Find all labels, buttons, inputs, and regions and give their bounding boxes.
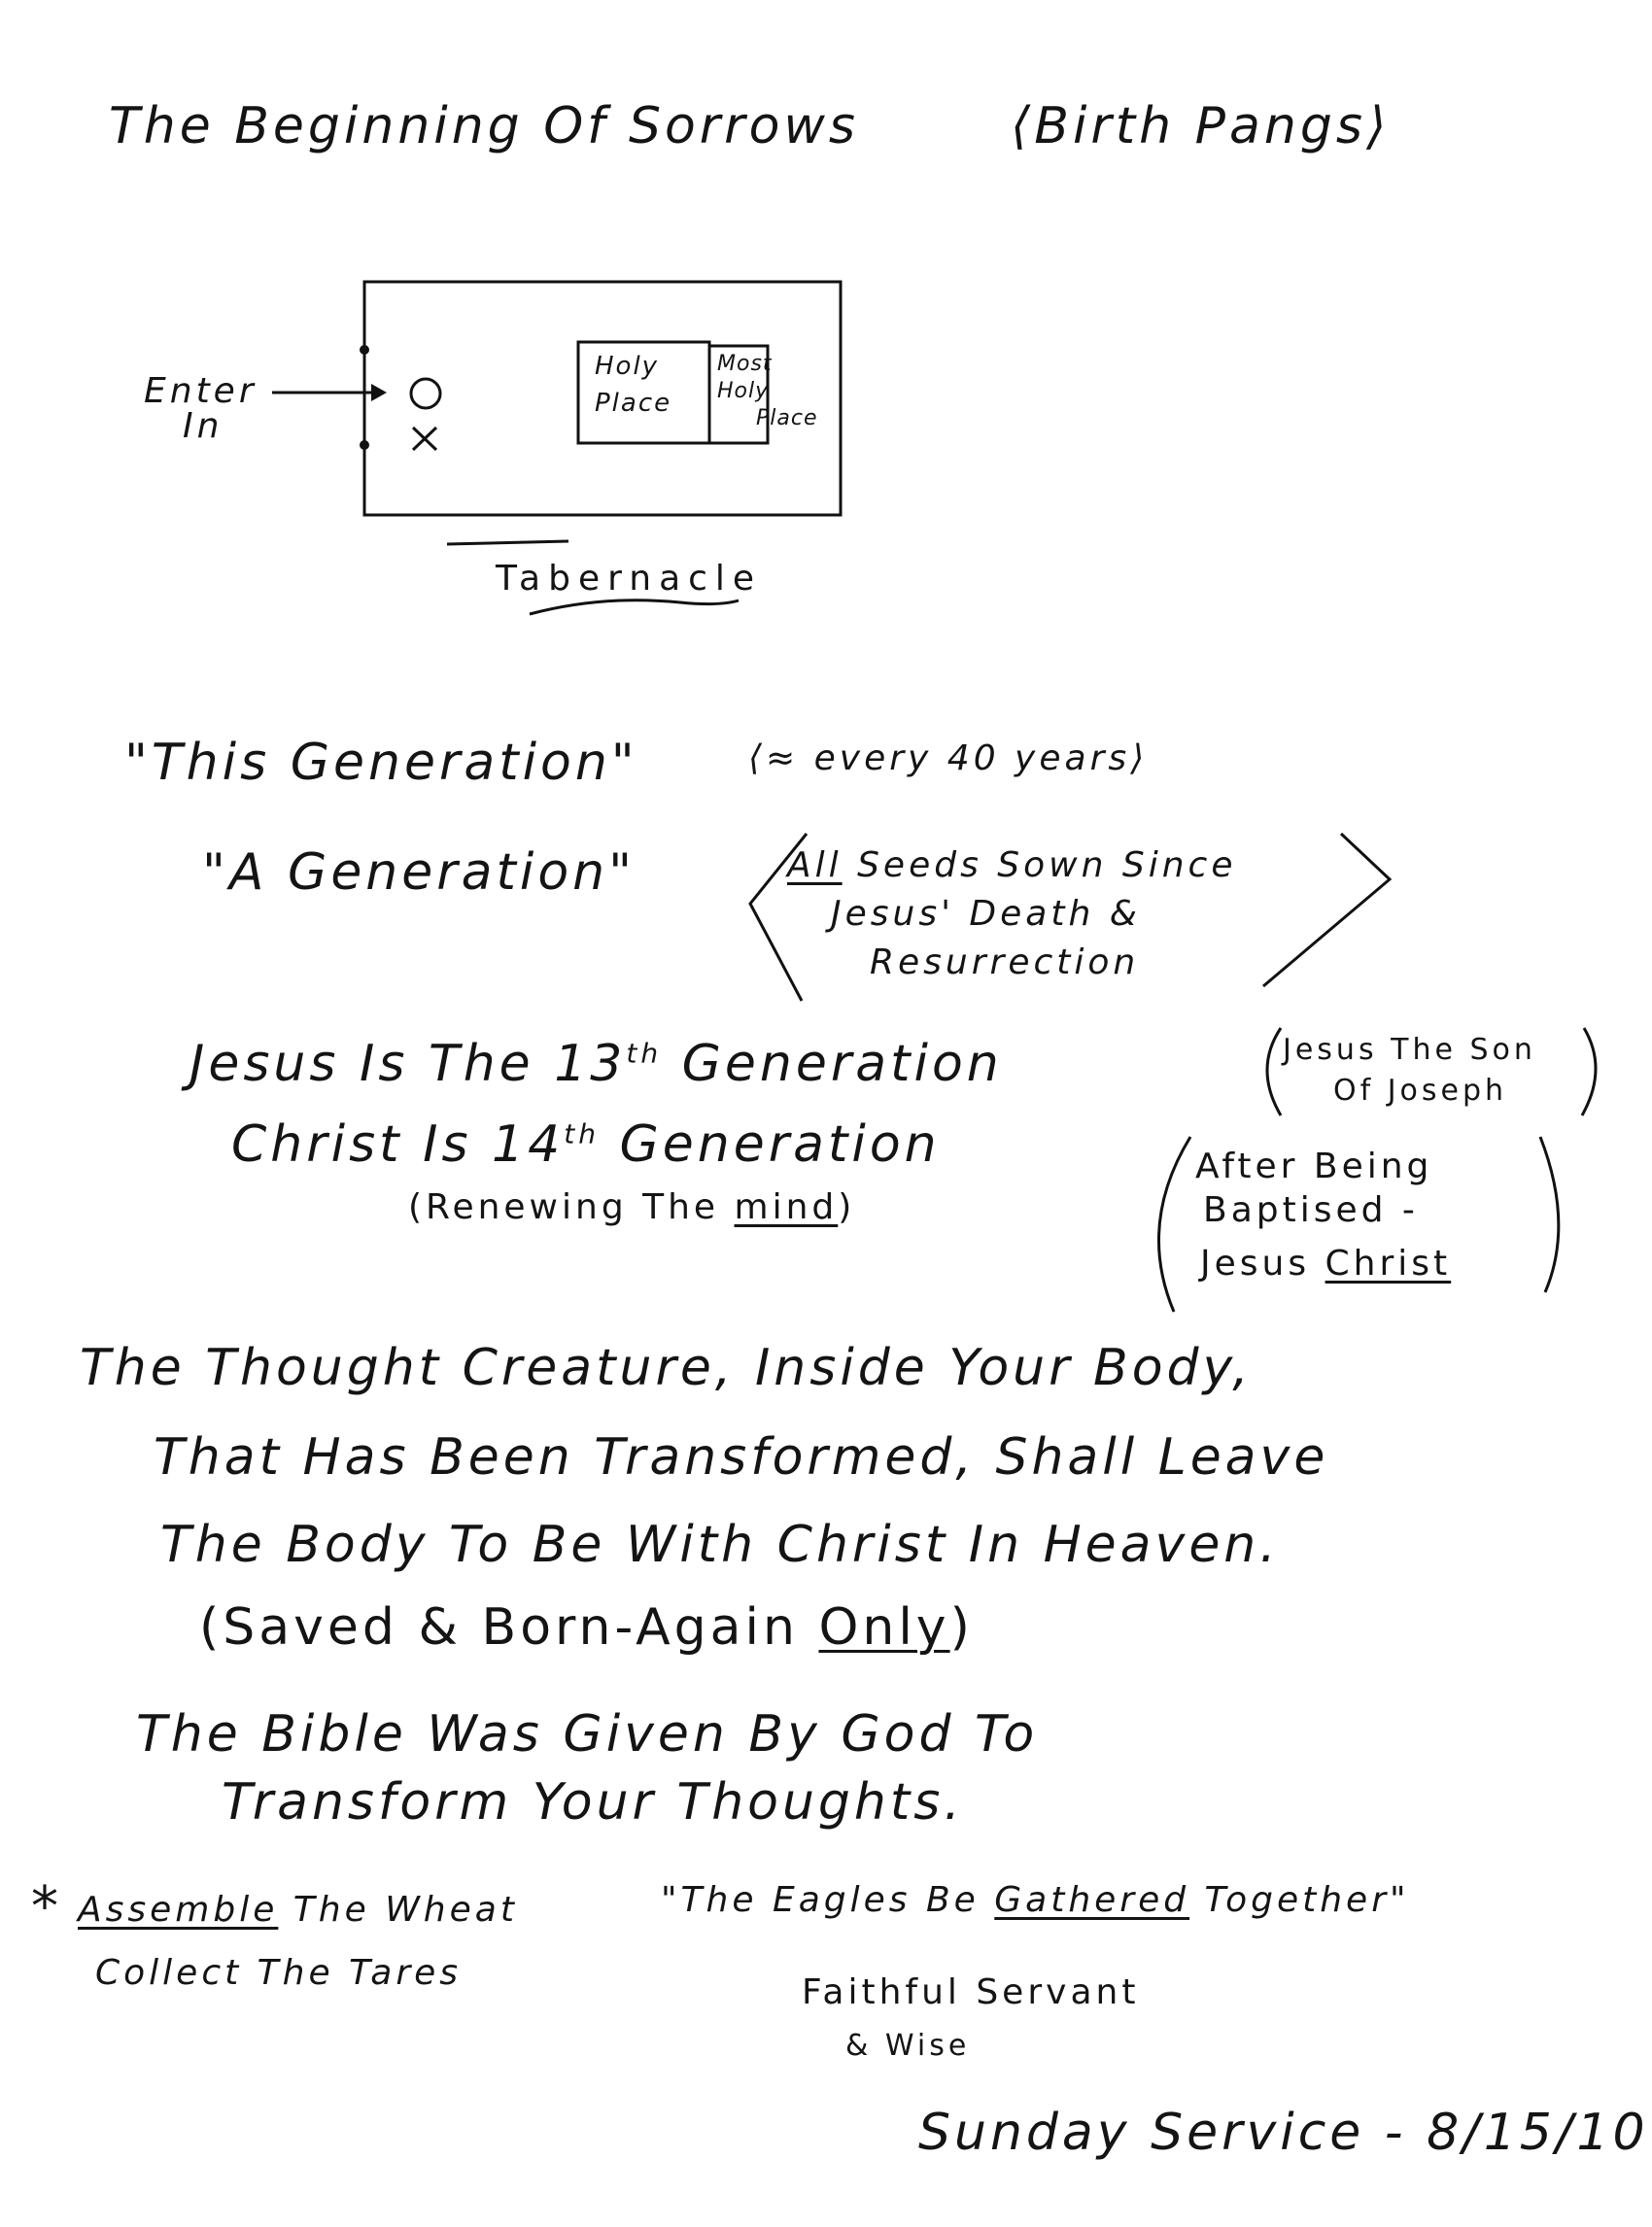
- assemble-word: Assemble: [78, 1890, 279, 1930]
- collect-line: Collect The Tares: [95, 1953, 463, 1993]
- after-note-christ: Christ: [1325, 1244, 1452, 1284]
- a-gen-note-all: All: [787, 845, 843, 885]
- jesus-line-sup: th: [626, 1037, 663, 1070]
- this-generation: "This Generation": [124, 734, 638, 792]
- jesus-line-b: Generation: [662, 1035, 1003, 1093]
- after-note-3: [1200, 1244, 1451, 1284]
- and-wise: & Wise: [845, 2029, 971, 2063]
- body-line-6: Transform Your Thoughts.: [222, 1773, 964, 1832]
- jesus-note-1: Jesus The Son: [1283, 1033, 1536, 1067]
- wheat-text: The Wheat: [278, 1890, 518, 1930]
- holy-place-label-2: Place: [595, 389, 672, 418]
- a-gen-note-2: Jesus' Death &: [831, 894, 1141, 934]
- eagles-line: [661, 1880, 1410, 1920]
- this-gen-note-text: ≈ every 40 years: [766, 738, 1131, 778]
- a-generation: "A Generation": [202, 843, 637, 902]
- faithful-servant: Faithful Servant: [802, 1972, 1140, 2012]
- enter-label-1: Enter: [144, 371, 258, 411]
- assemble-line: [78, 1890, 518, 1930]
- star-mark: *: [31, 1875, 62, 1938]
- renewing-b: ): [838, 1187, 856, 1227]
- most-holy-label-2: Holy: [717, 379, 770, 403]
- holy-place-label-1: Holy: [595, 352, 660, 381]
- christ-line-sup: th: [564, 1117, 600, 1150]
- eagles-a: "The Eagles Be: [661, 1880, 995, 1920]
- body-line-1: The Thought Creature, Inside Your Body,: [80, 1339, 1253, 1397]
- renewing-a: (Renewing The: [408, 1187, 735, 1227]
- title-aside-text: Birth Pangs: [1034, 97, 1366, 155]
- body-line-4-only: Only: [818, 1598, 950, 1657]
- tabernacle-caption: Tabernacle: [496, 559, 763, 599]
- christ-line-b: Generation: [599, 1115, 941, 1174]
- christ-line-a: Christ Is 14: [231, 1115, 565, 1174]
- most-holy-label-1: Most: [717, 352, 773, 376]
- this-generation-note: ⟨≈ every 40 years⟩: [748, 738, 1149, 778]
- sunday-service-date: Sunday Service - 8/15/10: [918, 2104, 1649, 2162]
- enter-label-2: In: [183, 406, 224, 446]
- a-gen-note-1-rest: Seeds Sown Since: [842, 845, 1237, 885]
- body-line-4c: ): [949, 1598, 974, 1657]
- jesus-note-2: Of Joseph: [1333, 1074, 1508, 1108]
- after-note-2: Baptised -: [1203, 1190, 1419, 1230]
- body-line-4: [199, 1598, 974, 1657]
- a-gen-note-3: Resurrection: [870, 942, 1140, 982]
- most-holy-label-3: Place: [756, 406, 818, 430]
- aside-close-bracket: ⟩: [1365, 97, 1391, 155]
- body-line-2: That Has Been Transformed, Shall Leave: [154, 1428, 1329, 1487]
- body-line-3: The Body To Be With Christ In Heaven.: [160, 1516, 1280, 1574]
- jesus-line-a: Jesus Is The 13: [189, 1035, 627, 1093]
- eagles-b: Together": [1189, 1880, 1410, 1920]
- body-line-4a: (Saved & Born-Again: [199, 1598, 819, 1657]
- after-note-1: After Being: [1195, 1147, 1433, 1186]
- renewing-mind: mind: [734, 1187, 839, 1227]
- aside-open-bracket: ⟨: [1011, 97, 1035, 155]
- body-line-5: The Bible Was Given By God To: [136, 1705, 1039, 1764]
- eagles-gathered: Gathered: [994, 1880, 1190, 1920]
- title-text: The Beginning Of Sorrows: [109, 97, 859, 155]
- after-note-3a: Jesus: [1200, 1244, 1325, 1284]
